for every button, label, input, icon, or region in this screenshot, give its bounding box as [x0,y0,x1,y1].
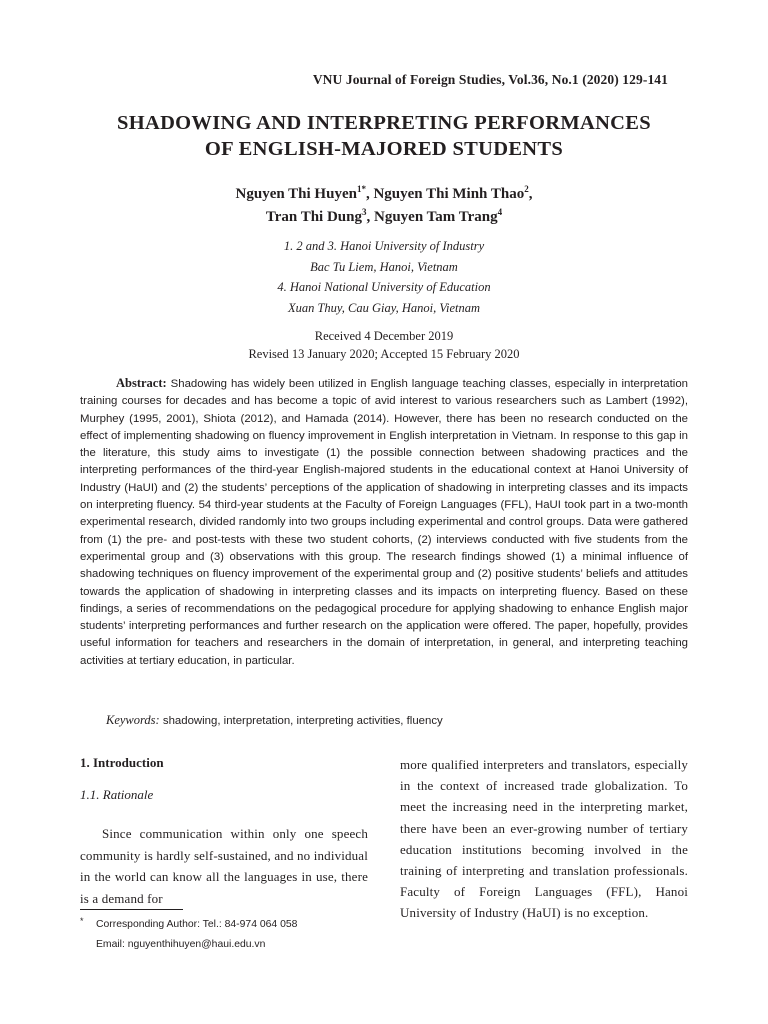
affiliation-line: Xuan Thuy, Cau Giay, Hanoi, Vietnam [287,300,481,315]
footnote-corresponding: * Corresponding Author: Tel.: 84-974 064 058 [80,916,298,930]
affiliation-line: 1. 2 and 3. Hanoi University of Industry [283,239,485,253]
submission-dates [60,328,708,363]
title-line-2: OF ENGLISH-MAJORED STUDENTS [204,138,564,160]
body-paragraph-right: more qualified interpreters and translators, especially in the context of increased trade globalization. To meet the increasing need in the interpreting market, there have been an ever-growing number of tertiary education institutions becoming involved in the training of interpreting and translation professionals. Faculty of Foreign Languages (FFL), Hanoi University of Industry (HaUI) is no exception. [400,757,688,921]
author-list [60,183,708,229]
section-heading: 1. Introduction [80,755,164,770]
abstract-label: Abstract: [116,376,167,390]
author-2-mark: 2 [524,184,529,194]
affiliation-line: 4. Hanoi National University of Education [277,280,491,294]
footnote-divider [80,909,183,910]
left-column [80,755,368,909]
affiliation-line: Bac Tu Liem, Hanoi, Vietnam [310,259,458,274]
revised-accepted-date: Revised 13 January 2020; Accepted 15 February 2020 [248,346,520,361]
body-paragraph-left: Since communication within only one speech community is hardly self-sustained, and no individual in the world can know all the languages in use, there is a demand for [80,826,368,906]
corresponding-author: Corresponding Author: Tel.: 84-974 064 058 [96,919,298,930]
title-line-1: SHADOWING AND INTERPRETING PERFORMANCES [117,112,651,134]
abstract [80,375,688,670]
paper-title [60,110,708,162]
keywords [106,713,686,728]
abstract-text: Shadowing has widely been utilized in English language teaching classes, especially in interpretation training courses for decades and has become a topic of avid interest to various researchers such as Lambert (1992), Murphey (1995, 2001), Shiota (2012), and Hamada (2014). However, there has been no research conducted on the effect of implementing shadowing on fluency improvement in English interpretation in Vietnam. In response to this gap in the literature, this study aims to investigate (1) the possible connection between shadowing practices and the interpreting performances of the third-year English-majored students in the educational context at Hanoi University of Industry (HaUI) and (2) the students’ perceptions of the application of shadowing in interpreting classes and its impacts on interpreting fluency. 54 third-year students at the Faculty of Foreign Languages (FFL), HaUI took part in a two-month experimental research, divided randomly into two groups including experimental and control groups. Data were gathered from (1) the pre- and post-tests with these two student cohorts, (2) interviews conducted with five students from the experimental group and (3) observations with this group. The research findings showed (1) a minimal influence of shadowing techniques on fluency improvement of the experimental group and (2) positive students’ beliefs and attitudes towards the application of shadowing in interpreting classes and its impacts on interpreting fluency. Based on these findings, a series of recommendations on the pedagogical procedure for applying shadowing to enhance English major students’ interpreting performances and further research on the application were offered. The paper, hopefully, provides useful information for teachers and researchers in the domain of interpretation, in general, and interpreting teaching activities at tertiary education, in particular. [80,378,688,667]
author-4: Nguyen Tam Trang [374,209,498,225]
author-4-mark: 4 [497,207,503,217]
received-date: Received 4 December 2019 [314,329,454,343]
authors-line-2: Tran Thi Dung$^3$, Nguyen Tam Trang$^4$ [265,207,503,225]
keywords-text: shadowing, interpretation, interpreting activities, fluency [162,715,443,727]
author-3-mark: 3 [362,207,367,217]
footnote-email: Email: nguyenthihuyen@haui.edu.vn [96,939,266,950]
keywords-label: Keywords: [106,713,160,727]
author-3: Tran Thi Dung [265,209,362,225]
author-2: Nguyen Thi Minh Thao [373,186,525,202]
affiliations [60,236,708,318]
journal-header: VNU Journal of Foreign Studies, Vol.36, No.1 (2020) 129-141 [312,72,668,87]
footnote [80,915,380,955]
subsection-heading: 1.1. Rationale [80,787,154,802]
authors-line-1: Nguyen Thi Huyen$^{1*}$, Nguyen Thi Minh Thao$^2$, [235,184,533,202]
author-1-mark: 1* [356,184,366,194]
author-1: Nguyen Thi Huyen [235,186,357,202]
